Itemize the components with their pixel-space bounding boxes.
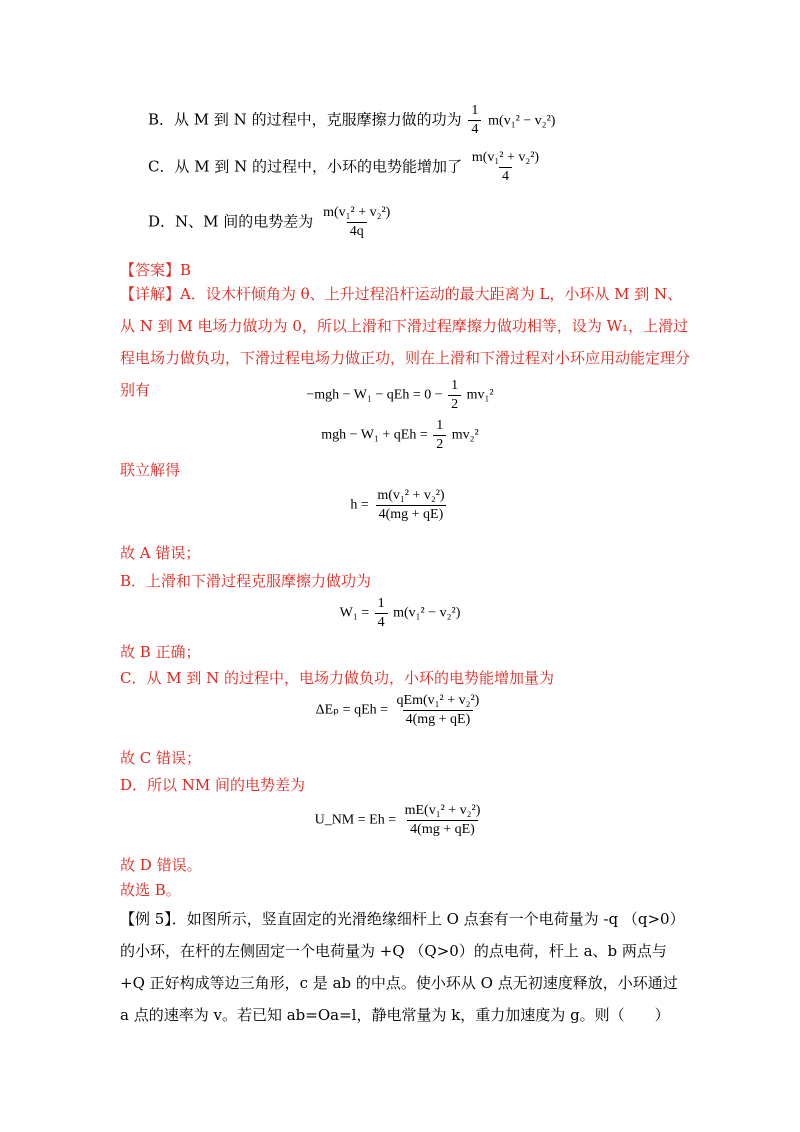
equation-4-numerator: 1 bbox=[377, 596, 385, 611]
explanation-d-line: D．所以 NM 间的电势差为 bbox=[120, 776, 306, 794]
option-d bbox=[148, 205, 395, 240]
equation-5-left: ΔEₚ = qEh = bbox=[315, 702, 389, 718]
explanation-b-line: B．上滑和下滑过程克服摩擦力做功为 bbox=[120, 572, 372, 590]
equation-2 bbox=[0, 418, 800, 453]
solve-jointly-line: 联立解得 bbox=[120, 461, 181, 479]
option-b bbox=[148, 103, 555, 138]
equation-5-denominator: 4(mg + qE) bbox=[403, 710, 474, 728]
option-d-text: D．N、M 间的电势差为 bbox=[148, 212, 314, 231]
example-5-question: 【例 5】．如图所示，竖直固定的光滑绝缘细杆上 O 点套有一个电荷量为 -q （q>0）的小环，在杆的左侧固定一个电荷量为 +Q （Q>0）的点电荷，杆上 a、b 两点与 +Q 正好构成等边三角形，c 是 ab 的中点。使小环从 O 点无初速度释放，小环通过 a 点的速率为 v。若已知 ab=Oa=l，静电常量为 k，重力加速度为 g。则（ ） bbox=[120, 910, 685, 1024]
equation-6-denominator: 4(mg + qE) bbox=[407, 820, 478, 838]
equation-1-denominator: 2 bbox=[448, 395, 461, 413]
equation-3-left: h = bbox=[350, 497, 369, 513]
option-c-numerator: m(v₁² + v₂²) bbox=[471, 150, 540, 165]
explanation-c-line: C．从 M 到 N 的过程中，电场力做负功，小环的电势能增加量为 bbox=[120, 669, 555, 687]
equation-5-numerator: qEm(v₁² + v₂²) bbox=[396, 693, 480, 708]
equation-6-numerator: mE(v₁² + v₂²) bbox=[404, 803, 481, 818]
conclusion-b: 故 B 正确； bbox=[120, 643, 201, 661]
option-c-fraction bbox=[469, 150, 542, 185]
equation-4 bbox=[0, 596, 800, 631]
equation-2-numerator: 1 bbox=[436, 418, 444, 433]
equation-1-numerator: 1 bbox=[451, 378, 459, 393]
conclusion-a: 故 A 错误； bbox=[120, 544, 201, 562]
option-c-text: C．从 M 到 N 的过程中，小环的电势能增加了 bbox=[148, 157, 463, 176]
equation-6-left: U_NM = Eh = bbox=[314, 812, 397, 828]
equation-3-fraction bbox=[374, 488, 447, 523]
equation-3-denominator: 4(mg + qE) bbox=[376, 505, 447, 523]
equation-1 bbox=[0, 378, 800, 413]
conclusion-d: 故 D 错误。 bbox=[120, 856, 202, 874]
equation-4-left: W₁ = bbox=[339, 605, 370, 621]
option-b-denominator: 4 bbox=[468, 120, 481, 138]
option-b-numerator: 1 bbox=[471, 103, 479, 118]
option-d-fraction bbox=[320, 205, 393, 240]
equation-6 bbox=[0, 803, 800, 838]
equation-1-right: mv₁² bbox=[466, 387, 494, 403]
answer-line: 【答案】B bbox=[120, 261, 192, 279]
final-choice: 故选 B。 bbox=[120, 881, 181, 899]
option-b-expression: m(v₁² − v₂²) bbox=[488, 113, 556, 129]
option-c-denominator: 4 bbox=[499, 167, 512, 185]
equation-2-denominator: 2 bbox=[433, 435, 446, 453]
option-c bbox=[148, 150, 544, 185]
option-b-fraction bbox=[468, 103, 481, 138]
equation-4-denominator: 4 bbox=[375, 613, 388, 631]
option-b-text: B．从 M 到 N 的过程中，克服摩擦力做的功为 bbox=[148, 110, 462, 129]
equation-5-fraction bbox=[394, 693, 483, 728]
explanation-paragraph: 【详解】A．设木杆倾角为 θ、上升过程沿杆运动的最大距离为 L，小环从 M 到 N、从 N 到 M 电场力做功为 0，所以上滑和下滑过程摩擦力做功相等，设为 W₁，上滑过程电场力做负功，下滑过程电场力做正功，则在上滑和下滑过程对小环应用动能定理分别有 bbox=[120, 285, 691, 399]
conclusion-c: 故 C 错误； bbox=[120, 749, 202, 767]
option-d-numerator: m(v₁² + v₂²) bbox=[323, 205, 391, 220]
equation-2-right: mv₂² bbox=[451, 427, 479, 443]
equation-1-left: −mgh − W₁ − qEh = 0 − bbox=[306, 387, 443, 403]
equation-4-right: m(v₁² − v₂²) bbox=[393, 605, 461, 621]
equation-6-fraction bbox=[402, 803, 484, 838]
equation-4-fraction bbox=[375, 596, 388, 631]
equation-3-numerator: m(v₁² + v₂²) bbox=[377, 488, 445, 503]
equation-5 bbox=[0, 693, 800, 728]
equation-1-fraction bbox=[448, 378, 461, 413]
equation-3 bbox=[0, 488, 800, 523]
equation-2-left: mgh − W₁ + qEh = bbox=[321, 427, 428, 443]
equation-2-fraction bbox=[433, 418, 446, 453]
option-d-denominator: 4q bbox=[347, 222, 367, 240]
